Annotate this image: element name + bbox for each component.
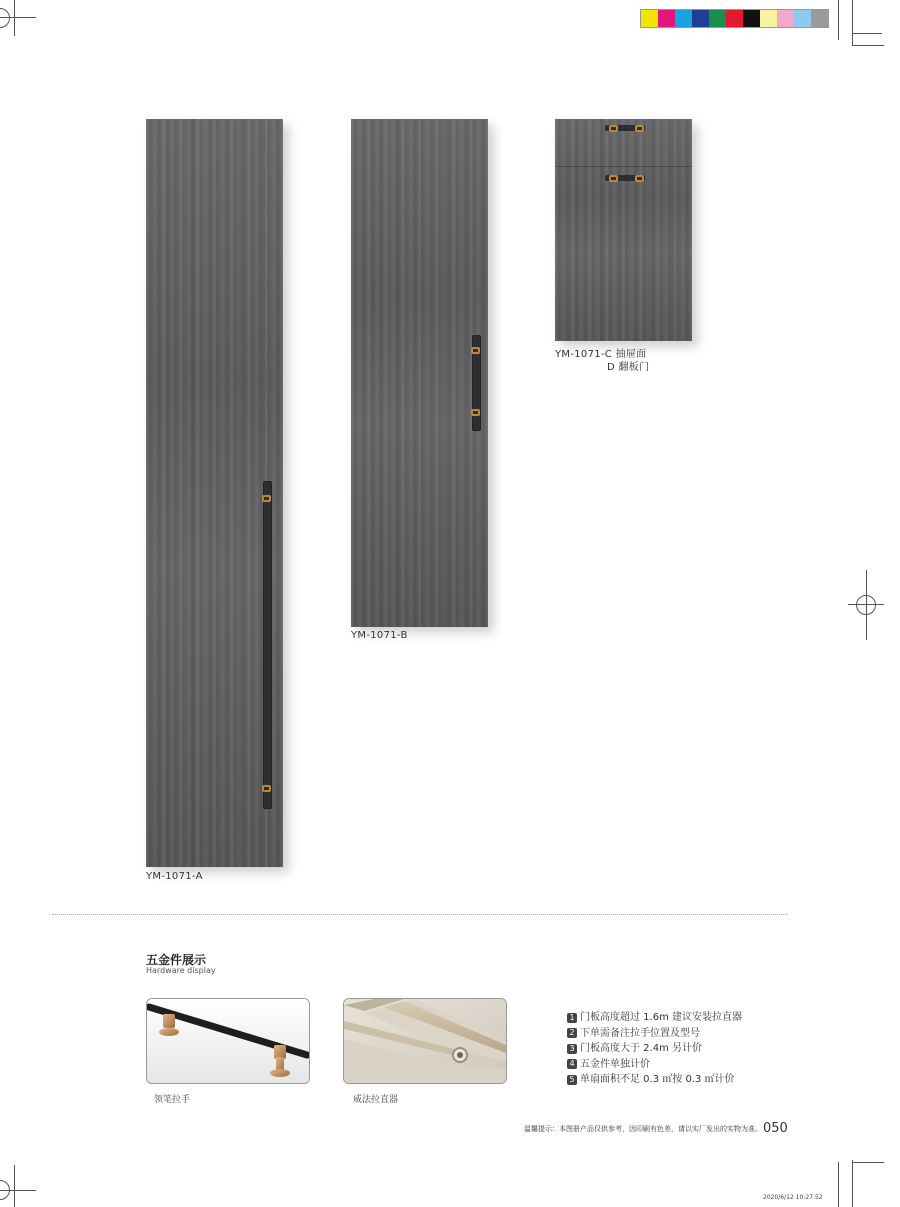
color-swatch [726, 10, 743, 27]
product-code-a: YM-1071-A [146, 871, 203, 882]
note-item: 5 单扇面积不足 0.3 ㎡按 0.3 ㎡计价 [567, 1072, 742, 1088]
color-swatch [675, 10, 692, 27]
registration-circle [0, 8, 10, 28]
section-divider [52, 914, 788, 915]
handle-ring [471, 347, 480, 354]
note-item: 4 五金件单独计价 [567, 1057, 742, 1073]
hardware-image-handle [146, 998, 310, 1084]
crop-mark [14, 0, 15, 36]
handle-ring [635, 125, 644, 132]
hardware-title: 五金件展示 [146, 953, 207, 967]
drawer-panel-c [555, 119, 692, 341]
handle-ring [609, 125, 618, 132]
product-code-c: YM-1071-C 抽屉面 [555, 349, 647, 360]
color-swatch [658, 10, 675, 27]
crop-mark [852, 1160, 853, 1207]
note-item: 3 门板高度大于 2.4m 另计价 [567, 1041, 742, 1057]
handle-ring [635, 175, 644, 182]
page-number: 050 [763, 1121, 788, 1136]
color-swatch [811, 10, 828, 27]
crop-mark [852, 33, 882, 34]
color-swatch [777, 10, 794, 27]
crop-mark [852, 1162, 884, 1163]
bar-handle [263, 481, 272, 809]
crop-mark [14, 1165, 15, 1207]
product-code-d: D 翻板门 [607, 362, 650, 373]
color-swatch [743, 10, 760, 27]
order-notes-list [567, 1010, 742, 1088]
note-item: 1 门板高度超过 1.6m 建议安装拉直器 [567, 1010, 742, 1026]
color-swatch [760, 10, 777, 27]
registration-circle [0, 1180, 10, 1200]
drawer-divider [555, 166, 692, 167]
crop-mark [838, 1162, 839, 1207]
footer-disclaimer: 温馨提示：本图册产品仅供参考，因印刷有色差，请以实厂发出的实物为准。 [524, 1125, 762, 1133]
product-code-b: YM-1071-B [351, 630, 408, 641]
hardware-caption-straightener: 威法拉直器 [353, 1095, 399, 1105]
color-calibration-bar [640, 9, 829, 28]
color-swatch [794, 10, 811, 27]
registration-circle [856, 595, 876, 615]
door-panel-b [351, 119, 488, 627]
handle-ring [262, 785, 271, 792]
handle-ring [609, 175, 618, 182]
note-item: 2 下单需备注拉手位置及型号 [567, 1026, 742, 1042]
drawer-handle [605, 175, 645, 181]
drawer-handle [605, 125, 645, 131]
door-panel-a [146, 119, 283, 867]
print-timestamp: 2020/6/12 10:27:52 [763, 1194, 823, 1201]
crop-mark [852, 45, 884, 46]
handle-ring [262, 495, 271, 502]
hardware-image-straightener [343, 998, 507, 1084]
bar-handle [472, 335, 481, 431]
hardware-subtitle: Hardware display [146, 966, 216, 975]
color-swatch [641, 10, 658, 27]
hardware-caption-handle: 领笔拉手 [154, 1095, 191, 1105]
handle-ring [471, 409, 480, 416]
crop-mark [838, 0, 839, 40]
long-handle-icon [147, 999, 309, 1083]
color-swatch [709, 10, 726, 27]
color-swatch [692, 10, 709, 27]
crop-mark [852, 0, 853, 46]
straightener-icon [344, 999, 506, 1083]
